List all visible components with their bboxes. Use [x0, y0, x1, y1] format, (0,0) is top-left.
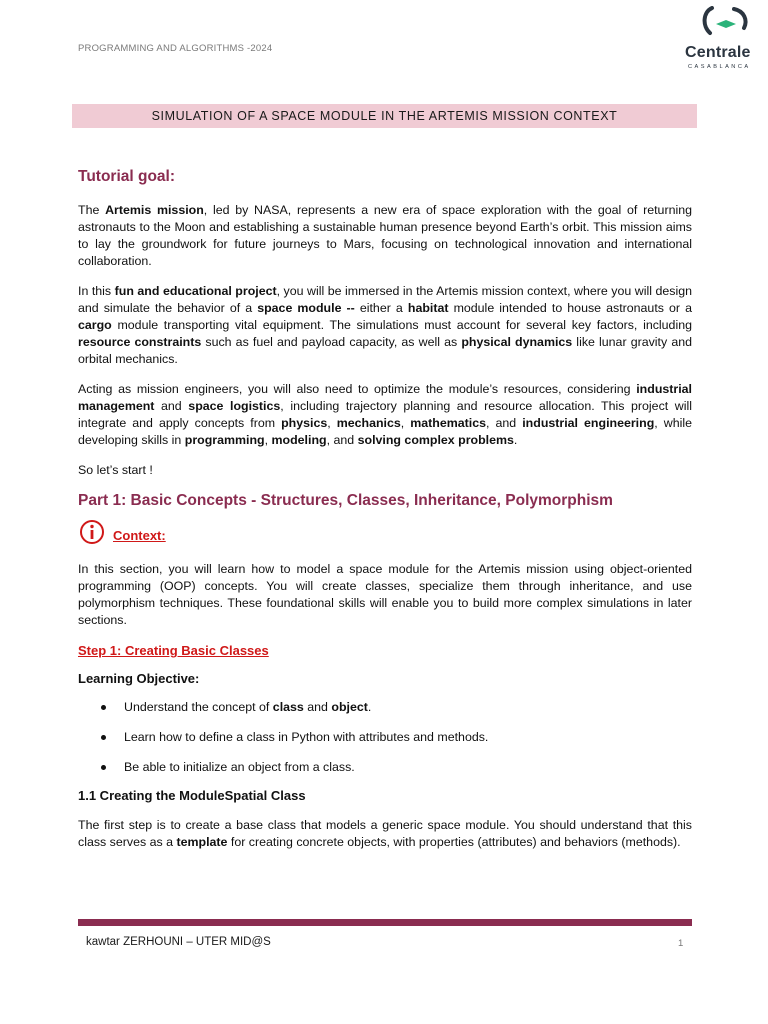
objectives-list: [78, 699, 692, 776]
objective-item: [78, 729, 692, 746]
bullet-icon: [101, 765, 106, 770]
context-paragraph: In this section, you will learn how to model a space module for the Artemis mission using object-oriented programming (OOP) concepts. You will create classes, specialize them through inheritance, and use polymorphism techniques. These foundational skills will enable you to build more complex simulations in later sections.: [78, 562, 692, 627]
document-title: SIMULATION OF A SPACE MODULE IN THE ARTEMIS MISSION CONTEXT: [72, 104, 697, 128]
bullet-icon: [101, 705, 106, 710]
logo-city: CASABLANCA: [688, 64, 751, 70]
page-number: 1: [678, 938, 684, 949]
goal-paragraph-1: The Artemis mission, led by NASA, represents a new era of space exploration with the goal of returning astronauts to the Moon and establishing a sustainable human presence beyond Earth’s orbit. This mission aims to lay the groundwork for future journeys to Mars, focusing on technological innovation and international collaboration.: [78, 203, 693, 268]
step1-heading: Step 1: Creating Basic Classes: [78, 643, 269, 658]
tutorial-goal-heading: Tutorial goal:: [78, 168, 176, 185]
document-body: [78, 168, 692, 851]
footer-bar: [78, 919, 692, 926]
logo-name: Centrale: [685, 44, 751, 61]
logo-mark-icon: [700, 6, 752, 42]
centrale-logo: [680, 6, 760, 70]
objective-item: [78, 759, 692, 776]
subsection-1-1-heading: 1.1 Creating the ModuleSpatial Class: [78, 788, 306, 803]
objective-text: Learn how to define a class in Python with attributes and methods.: [124, 730, 489, 744]
info-icon: [79, 519, 105, 545]
footer-author: kawtar ZERHOUNI – UTER MID@S: [86, 936, 271, 948]
objective-item: [78, 699, 692, 716]
subsection-1-1-paragraph: The first step is to create a base class that models a generic space module. You should understand that this class serves as a template for creating concrete objects, with properties (attributes) and behaviors (methods).: [78, 818, 692, 849]
header-course: PROGRAMMING AND ALGORITHMS -2024: [78, 43, 273, 54]
context-label: Context:: [113, 527, 166, 543]
bullet-icon: [101, 735, 106, 740]
objective-text: Understand the concept of class and object.: [124, 700, 372, 714]
goal-paragraph-2: In this fun and educational project, you will be immersed in the Artemis mission context, where you will design and simulate the behavior of a space module -- either a habitat module intended to house astronauts or a cargo module transporting vital equipment. The simulations must account for several key factors, including resource constraints such as fuel and payload capacity, as well as physical dynamics like lunar gravity and orbital mechanics.: [78, 284, 693, 366]
learning-objective-label: Learning Objective:: [78, 671, 200, 686]
goal-paragraph-4: So let’s start !: [78, 463, 153, 477]
part1-heading: Part 1: Basic Concepts - Structures, Classes, Inheritance, Polymorphism: [78, 492, 613, 509]
objective-text: Be able to initialize an object from a class.: [124, 760, 355, 774]
goal-paragraph-3: Acting as mission engineers, you will also need to optimize the module’s resources, considering industrial management and space logistics, including trajectory planning and resource allocation. This project will integrate and apply concepts from physics, mechanics, mathematics, and industrial engineering, while developing skills in programming, modeling, and solving complex problems.: [78, 382, 693, 447]
context-row: [78, 517, 692, 547]
